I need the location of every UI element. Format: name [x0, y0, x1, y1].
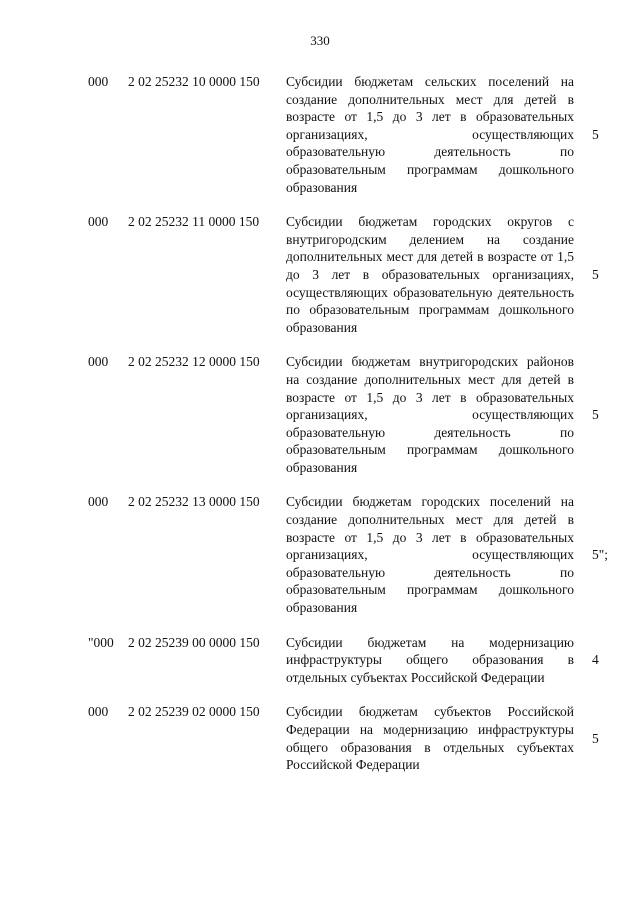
classification-code: 2 02 25232 10 0000 150 — [128, 74, 260, 89]
entry-description: Субсидии бюджетам городских поселений на создание дополнительных мест для детей в возрасте от 1,5 до 3 лет в образовательных организациях, осуществляющих образовательную деятельность по образовательным программам дошкольного образования — [286, 494, 574, 616]
column-value: 5"; — [592, 547, 609, 563]
entry-description: Субсидии бюджетам внутригородских районов на создание дополнительных мест для детей в возрасте от 1,5 до 3 лет в образовательных организациях, осуществляющих образовательную деятельность по образовательным программам дошкольного образования — [286, 354, 574, 475]
admin-code: 000 — [88, 494, 109, 510]
classification-code: 2 02 25232 11 0000 150 — [128, 214, 260, 230]
entry-description: Субсидии бюджетам на модернизацию инфраструктуры общего образования в отдельных субъектах Российской Федерации — [286, 634, 574, 685]
column-value: 5 — [592, 730, 599, 746]
admin-code: 000 — [88, 214, 109, 230]
admin-code: 000 — [88, 704, 109, 720]
admin-code: "000 — [88, 634, 114, 650]
table-row — [0, 493, 640, 616]
table-row — [0, 353, 640, 476]
classification-code: 2 02 25232 13 0000 150 — [128, 494, 260, 510]
table-row — [0, 213, 640, 336]
classification-code: 2 02 25232 12 0000 150 — [128, 354, 260, 370]
table-row — [0, 73, 640, 196]
admin-code: 000 — [88, 74, 109, 89]
admin-code: 000 — [88, 354, 109, 370]
column-value: 5 — [592, 266, 599, 282]
page-number: 330 — [310, 33, 330, 48]
entry-description: Субсидии бюджетам городских округов с внутригородским делением на создание дополнительных мест для детей в возрасте от 1,5 до 3 лет в образовательных организациях, осуществляющих образовательную деятельность по образовательным программам дошкольного образования — [286, 214, 574, 335]
column-value: 5 — [592, 126, 599, 142]
table-row — [0, 634, 640, 687]
entry-description: Субсидии бюджетам субъектов Российской Федерации на модернизацию инфраструктуры общего образования в отдельных субъектах Российской Федерации — [286, 704, 574, 773]
budget-classification-table — [0, 73, 640, 791]
entry-description: Субсидии бюджетам сельских поселений на создание дополнительных мест для детей в возрасте от 1,5 до 3 лет в образовательных организациях, осуществляющих образовательную деятельность по образовательным программам дошкольного образования — [286, 74, 574, 195]
classification-code: 2 02 25239 00 0000 150 — [128, 634, 260, 650]
table-row — [0, 703, 640, 773]
classification-code: 2 02 25239 02 0000 150 — [128, 704, 260, 720]
column-value: 5 — [592, 407, 599, 423]
column-value: 4 — [592, 652, 599, 668]
